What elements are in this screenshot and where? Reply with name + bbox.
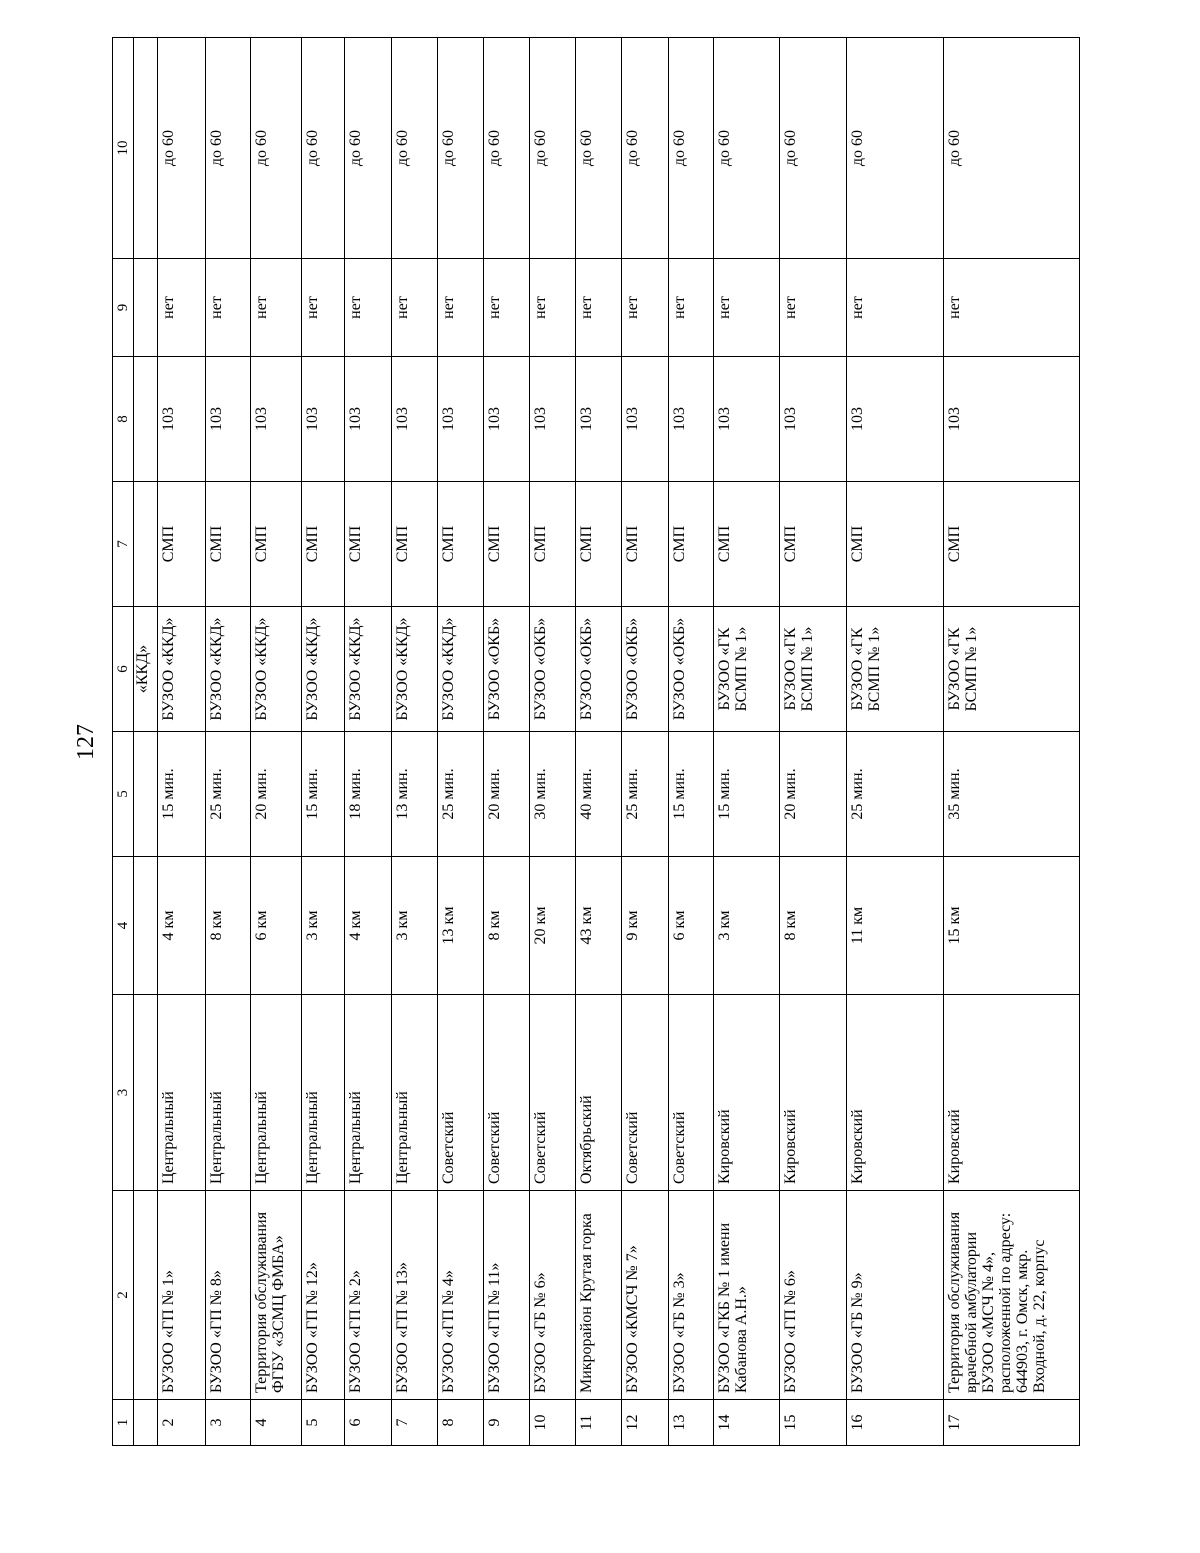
distance-cell: 43 км	[575, 857, 621, 995]
col10-cell: до 60	[846, 38, 943, 259]
receiving-facility-cell: БУЗОО «ГК БСМП № 1»	[713, 607, 780, 732]
col10-cell: до 60	[668, 38, 713, 259]
care-type-cell: СМП	[780, 482, 847, 607]
distance-cell: 15 км	[943, 857, 1079, 995]
institution-cell: БУЗОО «ГП № 13»	[392, 1191, 437, 1400]
receiving-facility-cell: БУЗОО «ОКБ»	[622, 607, 668, 732]
table-row	[251, 38, 301, 1446]
col10-cell: до 60	[530, 38, 575, 259]
care-type-cell: СМП	[713, 482, 780, 607]
distance-cell: 6 км	[251, 857, 301, 995]
table-row	[713, 38, 780, 1446]
care-type-cell: СМП	[943, 482, 1079, 607]
phone-cell: 103	[437, 357, 483, 482]
travel-time-cell: 25 мин.	[205, 732, 250, 857]
phone-cell: 103	[484, 357, 530, 482]
distance-cell: 8 км	[205, 857, 250, 995]
continuation-facility-cell: «ККД»	[134, 607, 158, 732]
travel-time-cell: 15 мин.	[713, 732, 780, 857]
care-type-cell: СМП	[158, 482, 205, 607]
district-cell: Кировский	[846, 995, 943, 1191]
phone-cell: 103	[846, 357, 943, 482]
table-row	[575, 38, 621, 1446]
care-type-cell: СМП	[622, 482, 668, 607]
institution-cell: БУЗОО «КМСЧ № 7»	[622, 1191, 668, 1400]
header-cell: 8	[113, 357, 134, 482]
row-number-cell: 5	[301, 1400, 344, 1446]
distance-cell: 8 км	[780, 857, 847, 995]
table-row	[205, 38, 250, 1446]
col9-cell: нет	[344, 259, 391, 357]
document-table	[112, 37, 1080, 1446]
phone-cell: 103	[530, 357, 575, 482]
institution-cell: Территория обслуживания ФГБУ «ЗСМЦ ФМБА»	[251, 1191, 301, 1400]
column-number-row	[113, 38, 134, 1446]
row-number-cell: 16	[846, 1400, 943, 1446]
receiving-facility-cell: БУЗОО «ККД»	[392, 607, 437, 732]
receiving-facility-cell: БУЗОО «ГК БСМП № 1»	[846, 607, 943, 732]
institution-cell: БУЗОО «ГП № 11»	[484, 1191, 530, 1400]
distance-cell: 13 км	[437, 857, 483, 995]
district-cell: Центральный	[205, 995, 250, 1191]
header-cell: 3	[113, 995, 134, 1191]
col9-cell: нет	[437, 259, 483, 357]
receiving-facility-cell: БУЗОО «ККД»	[437, 607, 483, 732]
table-row	[668, 38, 713, 1446]
receiving-facility-cell: БУЗОО «ОКБ»	[530, 607, 575, 732]
col9-cell: нет	[943, 259, 1079, 357]
care-type-cell: СМП	[392, 482, 437, 607]
phone-cell: 103	[943, 357, 1079, 482]
col9-cell: нет	[251, 259, 301, 357]
col10-cell: до 60	[780, 38, 847, 259]
col10-cell: до 60	[484, 38, 530, 259]
col10-cell: до 60	[205, 38, 250, 259]
table-row	[622, 38, 668, 1446]
col10-cell: до 60	[437, 38, 483, 259]
table-row	[344, 38, 391, 1446]
row-number-cell: 13	[668, 1400, 713, 1446]
col10-cell: до 60	[943, 38, 1079, 259]
distance-cell: 3 км	[392, 857, 437, 995]
row-number-cell: 14	[713, 1400, 780, 1446]
distance-cell: 20 км	[530, 857, 575, 995]
travel-time-cell: 25 мин.	[846, 732, 943, 857]
care-type-cell: СМП	[484, 482, 530, 607]
col10-cell: до 60	[158, 38, 205, 259]
travel-time-cell: 18 мин.	[344, 732, 391, 857]
district-cell: Центральный	[344, 995, 391, 1191]
travel-time-cell: 15 мин.	[668, 732, 713, 857]
col9-cell: нет	[530, 259, 575, 357]
header-cell: 10	[113, 38, 134, 259]
distance-cell: 9 км	[622, 857, 668, 995]
phone-cell: 103	[622, 357, 668, 482]
col9-cell: нет	[205, 259, 250, 357]
row-number-cell: 4	[251, 1400, 301, 1446]
table-row	[943, 38, 1079, 1446]
table-row	[437, 38, 483, 1446]
col9-cell: нет	[668, 259, 713, 357]
distance-cell: 8 км	[484, 857, 530, 995]
col9-cell: нет	[484, 259, 530, 357]
receiving-facility-cell: БУЗОО «ОКБ»	[484, 607, 530, 732]
phone-cell: 103	[158, 357, 205, 482]
district-cell: Советский	[530, 995, 575, 1191]
travel-time-cell: 40 мин.	[575, 732, 621, 857]
receiving-facility-cell: БУЗОО «ККД»	[344, 607, 391, 732]
district-cell: Советский	[484, 995, 530, 1191]
row-number-cell: 6	[344, 1400, 391, 1446]
district-cell: Кировский	[943, 995, 1079, 1191]
col9-cell: нет	[713, 259, 780, 357]
institution-cell: БУЗОО «ГБ № 9»	[846, 1191, 943, 1400]
header-cell: 5	[113, 732, 134, 857]
care-type-cell: СМП	[668, 482, 713, 607]
phone-cell: 103	[205, 357, 250, 482]
institution-cell: БУЗОО «ГП № 6»	[780, 1191, 847, 1400]
travel-time-cell: 30 мин.	[530, 732, 575, 857]
receiving-facility-cell: БУЗОО «ККД»	[205, 607, 250, 732]
institution-cell: БУЗОО «ГП № 8»	[205, 1191, 250, 1400]
receiving-facility-cell: БУЗОО «ККД»	[301, 607, 344, 732]
care-type-cell: СМП	[846, 482, 943, 607]
travel-time-cell: 20 мин.	[484, 732, 530, 857]
institution-cell: БУЗОО «ГП № 12»	[301, 1191, 344, 1400]
row-number-cell: 11	[575, 1400, 621, 1446]
row-number-cell: 3	[205, 1400, 250, 1446]
travel-time-cell: 20 мин.	[251, 732, 301, 857]
table-row	[392, 38, 437, 1446]
travel-time-cell: 13 мин.	[392, 732, 437, 857]
institution-cell: Микрорайон Крутая горка	[575, 1191, 621, 1400]
district-cell: Центральный	[301, 995, 344, 1191]
header-cell: 1	[113, 1400, 134, 1446]
distance-cell: 4 км	[158, 857, 205, 995]
col9-cell: нет	[622, 259, 668, 357]
institution-cell: БУЗОО «ГБ № 6»	[530, 1191, 575, 1400]
receiving-facility-cell: БУЗОО «ОКБ»	[575, 607, 621, 732]
receiving-facility-cell: БУЗОО «ККД»	[158, 607, 205, 732]
table-row	[780, 38, 847, 1446]
phone-cell: 103	[344, 357, 391, 482]
institution-cell: БУЗОО «ГБ № 3»	[668, 1191, 713, 1400]
care-type-cell: СМП	[575, 482, 621, 607]
institution-cell: Территория обслуживания врачебной амбулатории БУЗОО «МСЧ № 4», расположенной по адресу: 644903, г. Омск, мкр. Входной, д. 22, корпус	[943, 1191, 1079, 1400]
travel-time-cell: 15 мин.	[301, 732, 344, 857]
travel-time-cell: 20 мин.	[780, 732, 847, 857]
institution-cell: БУЗОО «ГП № 2»	[344, 1191, 391, 1400]
institution-cell: БУЗОО «ГП № 4»	[437, 1191, 483, 1400]
col10-cell: до 60	[622, 38, 668, 259]
row-number-cell: 7	[392, 1400, 437, 1446]
district-cell: Центральный	[392, 995, 437, 1191]
receiving-facility-cell: БУЗОО «ГК БСМП № 1»	[943, 607, 1079, 732]
phone-cell: 103	[251, 357, 301, 482]
district-cell: Кировский	[713, 995, 780, 1191]
col9-cell: нет	[846, 259, 943, 357]
header-cell: 6	[113, 607, 134, 732]
col9-cell: нет	[575, 259, 621, 357]
care-type-cell: СМП	[530, 482, 575, 607]
distance-cell: 6 км	[668, 857, 713, 995]
col10-cell: до 60	[251, 38, 301, 259]
col9-cell: нет	[780, 259, 847, 357]
col10-cell: до 60	[713, 38, 780, 259]
distance-cell: 3 км	[301, 857, 344, 995]
institution-cell: БУЗОО «ГКБ № 1 имени Кабанова А.Н.»	[713, 1191, 780, 1400]
travel-time-cell: 35 мин.	[943, 732, 1079, 857]
care-type-cell: СМП	[344, 482, 391, 607]
table-row	[158, 38, 205, 1446]
distance-cell: 11 км	[846, 857, 943, 995]
col9-cell: нет	[392, 259, 437, 357]
page-number: 127	[73, 724, 99, 760]
row-number-cell: 8	[437, 1400, 483, 1446]
care-type-cell: СМП	[437, 482, 483, 607]
travel-time-cell: 15 мин.	[158, 732, 205, 857]
district-cell: Советский	[622, 995, 668, 1191]
receiving-facility-cell: БУЗОО «ККД»	[251, 607, 301, 732]
col10-cell: до 60	[392, 38, 437, 259]
table-row	[846, 38, 943, 1446]
phone-cell: 103	[392, 357, 437, 482]
district-cell: Кировский	[780, 995, 847, 1191]
institution-cell: БУЗОО «ГП № 1»	[158, 1191, 205, 1400]
table-row	[484, 38, 530, 1446]
col10-cell: до 60	[301, 38, 344, 259]
header-cell: 7	[113, 482, 134, 607]
care-type-cell: СМП	[301, 482, 344, 607]
row-number-cell: 17	[943, 1400, 1079, 1446]
phone-cell: 103	[668, 357, 713, 482]
table-row	[301, 38, 344, 1446]
receiving-facility-cell: БУЗОО «ОКБ»	[668, 607, 713, 732]
phone-cell: 103	[713, 357, 780, 482]
row-number-cell: 2	[158, 1400, 205, 1446]
district-cell: Октябрьский	[575, 995, 621, 1191]
continuation-row	[134, 38, 158, 1446]
header-cell: 9	[113, 259, 134, 357]
district-cell: Советский	[668, 995, 713, 1191]
row-number-cell: 15	[780, 1400, 847, 1446]
distance-cell: 3 км	[713, 857, 780, 995]
row-number-cell: 12	[622, 1400, 668, 1446]
distance-cell: 4 км	[344, 857, 391, 995]
col9-cell: нет	[158, 259, 205, 357]
table-row	[530, 38, 575, 1446]
col9-cell: нет	[301, 259, 344, 357]
row-number-cell: 10	[530, 1400, 575, 1446]
district-cell: Центральный	[251, 995, 301, 1191]
receiving-facility-cell: БУЗОО «ГК БСМП № 1»	[780, 607, 847, 732]
travel-time-cell: 25 мин.	[622, 732, 668, 857]
travel-time-cell: 25 мин.	[437, 732, 483, 857]
district-cell: Советский	[437, 995, 483, 1191]
col10-cell: до 60	[344, 38, 391, 259]
header-cell: 4	[113, 857, 134, 995]
row-number-cell: 9	[484, 1400, 530, 1446]
col10-cell: до 60	[575, 38, 621, 259]
phone-cell: 103	[301, 357, 344, 482]
phone-cell: 103	[575, 357, 621, 482]
district-cell: Центральный	[158, 995, 205, 1191]
care-type-cell: СМП	[205, 482, 250, 607]
care-type-cell: СМП	[251, 482, 301, 607]
header-cell: 2	[113, 1191, 134, 1400]
phone-cell: 103	[780, 357, 847, 482]
